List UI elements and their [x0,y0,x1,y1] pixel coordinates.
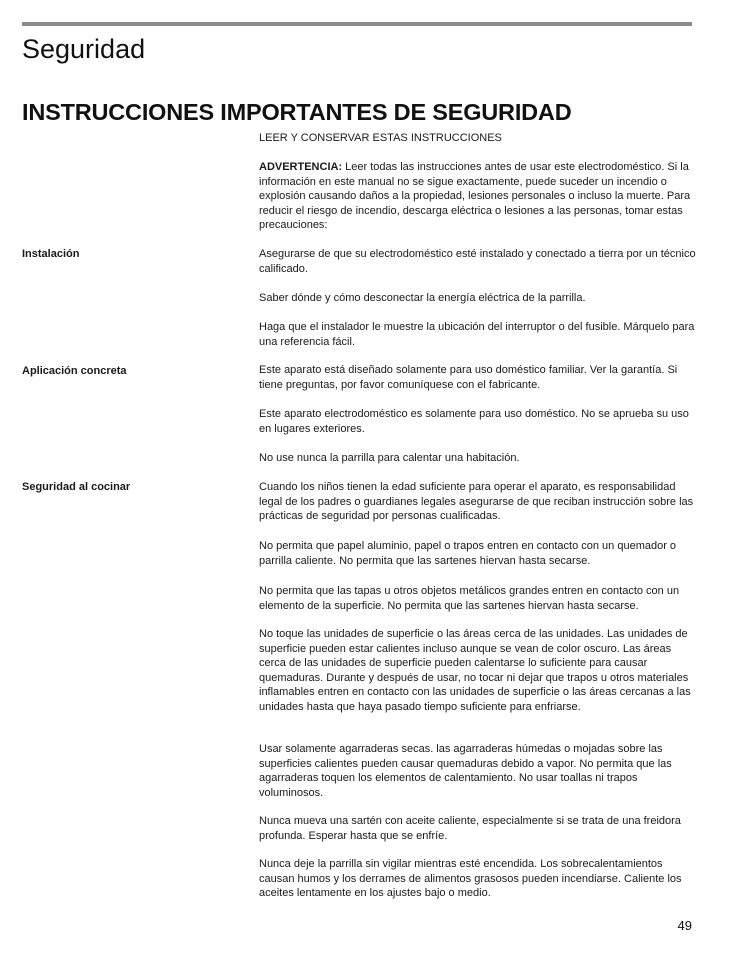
cocinar-paragraph-4: No toque las unidades de superficie o las áreas cerca de las unidades. Las unidades de superficie pueden estar calientes incluso aunque se vean de color oscuro. Las áreas cerca de las unidades de superficie pueden calentarse lo suficiente para causar quemaduras. Durante y después de usar, no tocar ni dejar que trapos u otros materiales inflamables entren en contacto con las unidades de superficie o las áreas cercanas a las unidades hasta que haya pasado tiempo suficiente para enfriarse. [259,628,691,713]
cocinar-paragraph-5: Usar solamente agarraderas secas. las agarraderas húmedas o mojadas sobre las superficies calientes pueden causar quemaduras debido a vapor. No permita que las agarraderas toquen los elementos de calentamiento. No usar toallas ni trapos voluminosos. [259,743,672,799]
warning-paragraph [259,160,697,233]
aplicacion-paragraph-3: No use nunca la parrilla para calentar una habitación. [259,452,520,464]
cocinar-paragraph-7: Nunca deje la parrilla sin vigilar mientras esté encendida. Los sobrecalentamientos causan humos y los derrames de alimentos grasosos pueden incendiarse. Caliente los aceites lentamente en los ajustes bajo o medio. [259,858,682,900]
page-number: 49 [677,918,692,933]
warning-text: Leer todas las instrucciones antes de usar este electrodoméstico. Si la información en este manual no se sigue exactamente, puede suceder un incendio o explosión causando daños a la propiedad, lesiones personales o incluso la muerte. Para reducir el riesgo de incendio, descarga eléctrica o lesiones a las personas, tomar estas precauciones: [259,161,691,232]
cocinar-paragraph-2: No permita que papel aluminio, papel o trapos entren en contacto con un quemador o parrilla caliente. No permita que las sartenes hiervan hasta secarse. [259,540,677,567]
aplicacion-paragraph-1: Este aparato está diseñado solamente para uso doméstico familiar. Ver la garantía. Si tiene preguntas, por favor comuníquese con el fabricante. [259,364,678,391]
label-aplicacion-concreta: Aplicación concreta [22,365,127,377]
section-title: Seguridad [22,34,146,64]
main-heading: INSTRUCCIONES IMPORTANTES DE SEGURIDAD [22,99,572,125]
header-rule [22,22,692,26]
warning-label: ADVERTENCIA: [259,161,343,173]
aplicacion-paragraph-2: Este aparato electrodoméstico es solamente para uso doméstico. No se aprueba su uso en lugares exteriores. [259,408,689,435]
cocinar-paragraph-3: No permita que las tapas u otros objetos metálicos grandes entren en contacto con un elemento de la superficie. No permita que las sartenes hiervan hasta secarse. [259,585,680,612]
intro-text: LEER Y CONSERVAR ESTAS INSTRUCCIONES [259,132,502,144]
instalacion-paragraph-3: Haga que el instalador le muestre la ubicación del interruptor o del fusible. Márquelo para una referencia fácil. [259,321,695,348]
instalacion-paragraph-1: Asegurarse de que su electrodoméstico esté instalado y conectado a tierra por un técnico calificado. [259,248,696,275]
cocinar-paragraph-1: Cuando los niños tienen la edad suficiente para operar el aparato, es responsabilidad legal de los padres o guardianes legales asegurarse de que reciban instrucción sobre las prácticas de seguridad por personas cualificadas. [259,481,694,523]
label-seguridad-cocinar: Seguridad al cocinar [22,481,131,493]
label-instalacion: Instalación [22,248,80,260]
instalacion-paragraph-2: Saber dónde y cómo desconectar la energía eléctrica de la parrilla. [259,292,586,304]
cocinar-paragraph-6: Nunca mueva una sartén con aceite caliente, especialmente si se trata de una freidora profunda. Esperar hasta que se enfríe. [259,815,681,842]
